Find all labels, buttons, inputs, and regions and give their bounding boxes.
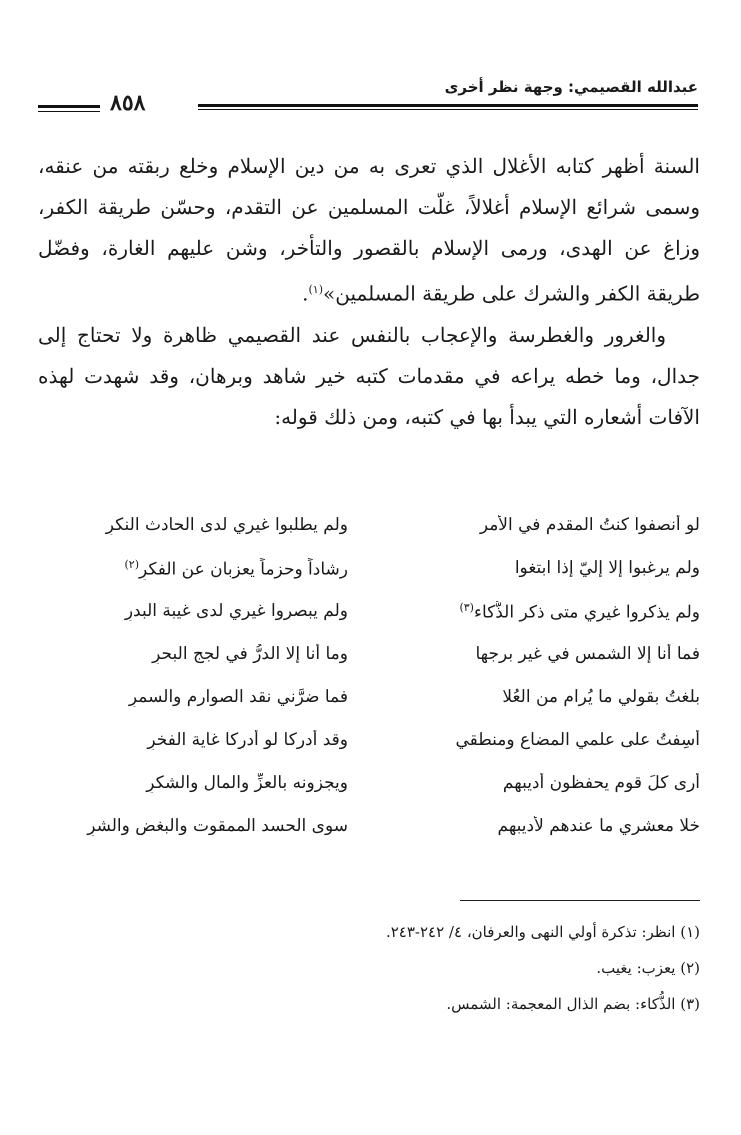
- footnote-1: (١) انظر: تذكرة أولي النهى والعرفان، ٤/ ٢٤٢-٢٤٣.: [385, 923, 700, 941]
- verse-row: [38, 816, 700, 859]
- verse-first-half: أسِفتُ على علمي المضاع ومنطقي: [455, 730, 700, 750]
- verse-second-half: رشاداً وحزماً يعزبان عن الفكرِ$^{(٢)}$: [124, 558, 348, 580]
- verse-second-half: وما أنا إلا الدرُّ في لجج البحرِ: [152, 644, 348, 664]
- verse-row: [38, 687, 700, 730]
- footnote-2: (٢) يعزب: يغيب.: [596, 959, 700, 977]
- poem: [38, 515, 700, 859]
- verse-second-half: سوى الحسد الممقوت والبغض والشرِ: [87, 816, 348, 836]
- verse-row: [38, 515, 700, 558]
- verse-row: [38, 558, 700, 601]
- running-title: عبدالله القصيمي: وجهة نظر أخرى: [444, 78, 698, 96]
- verse-first-half: بلغتُ بقولي ما يُرام من العُلا: [502, 687, 700, 707]
- verse-second-half: وقد أدركا لو أدركا غاية الفخرِ: [147, 730, 348, 750]
- verse-first-half: فما أنا إلا الشمس في غير برجها: [475, 644, 700, 664]
- verse-row: [38, 773, 700, 816]
- footnote-ref-2: (٢): [124, 558, 139, 571]
- verse-first-half: لو أنصفوا كنتُ المقدم في الأمر: [479, 515, 700, 535]
- footnote-ref-1: (١): [308, 283, 324, 296]
- verse-row: [38, 644, 700, 687]
- verse-first-half: أرى كلَ قوم يحفظون أديبهم: [502, 773, 700, 793]
- main-text: [38, 146, 700, 438]
- paragraph-1: السنة أظهر كتابه الأغلال الذي تعرى به من دين الإسلام وخلع ربقته من عنقه، وسمى شرائع الإسلام أغلالاً، غلّت المسلمين عن التقدم، وحسّن طريقة الكفر، وزاغ عن الهدى، ورمى الإسلام بالقصور والتأخر، وشن عليهم الغارة، وفضّل طريقة الكفر والشرك على طريقة المسلمين»$^{(١)}$.: [38, 154, 700, 306]
- verse-first-half: ولم يذكروا غيري متى ذكر الذُّكاء$^{(٣)}$: [459, 601, 700, 623]
- footnotes: [38, 914, 700, 1022]
- page-header: [38, 76, 698, 124]
- verse-first-half: ولم يرغبوا إلا إليّ إذا ابتغوا: [514, 558, 700, 578]
- verse-second-half: ولم يبصروا غيري لدى غيبة البدرِ: [124, 601, 348, 621]
- verse-row: [38, 601, 700, 644]
- verse-second-half: فما ضرَّني نقد الصوارم والسمرِ: [128, 687, 348, 707]
- footnote-3: (٣) الذُّكاء: بضم الذال المعجمة: الشمس.: [446, 995, 700, 1013]
- footnote-separator: [460, 900, 700, 901]
- page-number: ٨٥٨: [110, 90, 146, 116]
- header-rule: [198, 104, 698, 110]
- verse-second-half: ولم يطلبوا غيري لدى الحادث النكرِ: [105, 515, 348, 535]
- footnote-ref-3: (٣): [459, 601, 474, 614]
- page-number-dash: [38, 105, 100, 112]
- verse-first-half: خلا معشري ما عندهم لأديبهم: [497, 816, 700, 836]
- verse-row: [38, 730, 700, 773]
- verse-second-half: ويجزونه بالعزِّ والمال والشكرِ: [146, 773, 348, 793]
- paragraph-2: والغرور والغطرسة والإعجاب بالنفس عند القصيمي ظاهرة ولا تحتاج إلى جدال، وما خطه يراعه في مقدمات كتبه خير شاهد وبرهان، وقد شهدت لهذه الآفات أشعاره التي يبدأ بها في كتبه، ومن ذلك قوله:: [38, 322, 700, 429]
